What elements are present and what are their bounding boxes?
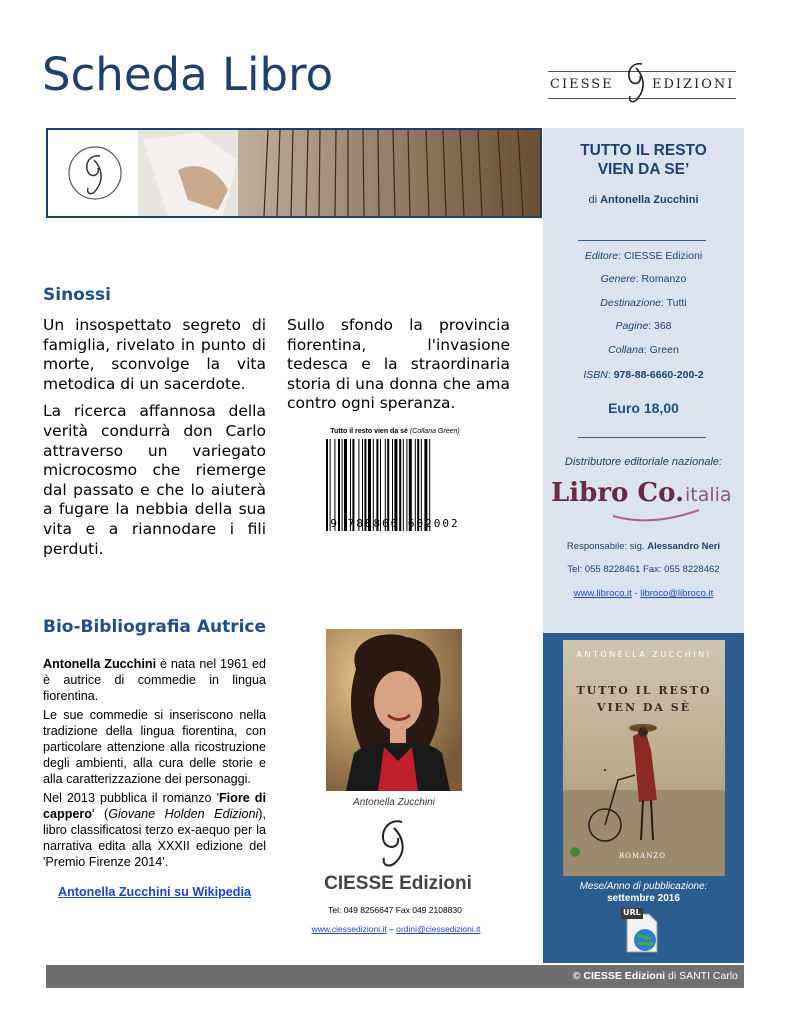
detail-row: Genere: Romanzo — [600, 273, 687, 286]
synopsis-paragraph: Un insospettato segreto di famiglia, rivelato in punto di morte, sconvolge la vita metodica di un sacerdote. — [43, 316, 266, 393]
cover-author: ANTONELLA ZUCCHINI — [576, 650, 712, 659]
publication-label: Mese/Anno di pubblicazione: — [579, 881, 708, 892]
logo-right-text: EDIZIONI — [652, 77, 735, 92]
wikipedia-link[interactable]: Antonella Zucchini su Wikipedia — [57, 885, 251, 899]
synopsis-paragraph: La ricerca affannosa della verità condurrà don Carlo attraverso un variegato microcosmo che riemerge dal passato e che lo aiuterà a fugare la nebbia della sua vita e a riannodare i fili perduti. — [43, 402, 266, 558]
ciesse-email-link[interactable]: ordini@ciessedizioni.it — [396, 924, 481, 934]
bio-paragraph: Le sue commedie si inseriscono nella tradizione della lingua fiorentina, con particolare attenzione alla ricostruzione degli ambienti, alla cura delle storie e alla caratterizzazione dei personaggi. — [43, 708, 266, 786]
cover-genre: ROMANZO — [619, 852, 666, 860]
publisher-logo — [548, 66, 736, 104]
book-title — [543, 141, 744, 179]
synopsis-paragraph: Sullo sfondo la provincia fiorentina, l'invasione tedesca e la straordinaria storia di una donna che ama contro ogni speranza. — [287, 316, 510, 413]
author-photo — [326, 629, 462, 791]
ciesse-logo-text: CIESSE Edizioni — [324, 873, 472, 894]
footer-bar — [46, 965, 744, 988]
book-cover-image — [563, 640, 725, 876]
book-title-line-1: TUTTO IL RESTO — [580, 142, 707, 159]
barcode-digits: 9 788866 602002 — [320, 517, 470, 530]
libroco-email-link[interactable]: libroco@libroco.it — [640, 588, 714, 599]
isbn-row: ISBN: 978-88-6660-200-2 — [583, 369, 704, 381]
logo-left-text: CIESSE — [550, 77, 614, 92]
book-details — [543, 250, 744, 367]
photo-caption: Antonella Zucchini — [353, 797, 435, 808]
publisher-contacts: Tel: 049 8256647 Fax 049 2108830 — [328, 905, 462, 915]
bio-text: Antonella Zucchini è nata nel 1961 ed è autrice di commedie in lingua fiorentina. Le sue commedie si inseriscono nella tradizione della lingua fiorentina, con particolare attenzione alla ricostruzione degli ambienti, alla cura delle storie e alla caratterizzazione dei personaggi. Nel 2013 pubblica il romanzo 'Fiore di cappero' (Giovane Holden Edizioni), libro classificatosi terzo ex-aequo per la narrativa edita alla XXXII edizione del 'Premio Firenze 2014'. — [43, 657, 267, 869]
synopsis-column-1 — [43, 316, 266, 567]
divider — [578, 437, 706, 438]
bio-heading: Bio-Bibliografia Autrice — [43, 617, 267, 637]
detail-row: Collana: Green — [608, 343, 679, 356]
author-name: Antonella Zucchini — [43, 657, 157, 671]
divider — [578, 240, 706, 241]
price: Euro 18,00 — [608, 400, 679, 416]
barcode-caption: Tutto il resto vien da sè (Collana Green) — [330, 428, 460, 435]
responsible: Responsabile: sig. Alessandro Neri — [566, 541, 721, 552]
detail-row: Editore: CIESSE Edizioni — [584, 250, 703, 262]
detail-row: Pagine: 368 — [615, 320, 672, 333]
ciesse-web-link[interactable]: www.ciessedizioni.it — [311, 924, 387, 934]
logo-monogram-icon — [620, 58, 654, 108]
ciesse-monogram-icon — [372, 816, 416, 872]
libroco-web-link[interactable]: www.libroco.it — [573, 588, 632, 599]
publisher-links: www.ciessedizioni.it – ordini@ciessedizioni.it — [311, 924, 481, 934]
barcode-block — [320, 428, 470, 530]
distributor-links: www.libroco.it - libroco@libroco.it — [573, 588, 714, 599]
url-icon[interactable]: URL — [619, 908, 665, 956]
cover-title: TUTTO IL RESTO VIEN DA SÈ — [576, 684, 712, 714]
header-banner — [46, 128, 542, 218]
author-name: Antonella Zucchini — [600, 194, 699, 206]
synopsis-heading: Sinossi — [43, 285, 111, 305]
footer-copyright: © CIESSE Edizioni di SANTI Carlo — [572, 970, 738, 982]
wikipedia-link-row — [43, 885, 266, 899]
distributor-label: Distributore editoriale nazionale: — [564, 456, 723, 468]
page-title: Scheda Libro — [42, 48, 334, 101]
detail-row: Destinazione: Tutti — [600, 296, 687, 309]
banner-image — [48, 130, 540, 216]
synopsis-column-2 — [287, 316, 510, 422]
book-title-line-2: VIEN DA SE’ — [597, 161, 690, 178]
book-author: di Antonella Zucchini — [588, 194, 699, 206]
distributor-phones: Tel: 055 8228461 Fax: 055 8228462 — [567, 564, 720, 575]
publication-date: settembre 2016 — [607, 893, 680, 904]
libroco-logo: Libro Co. italia — [551, 478, 736, 528]
isbn-value: 978-88-6660-200-2 — [613, 369, 704, 381]
